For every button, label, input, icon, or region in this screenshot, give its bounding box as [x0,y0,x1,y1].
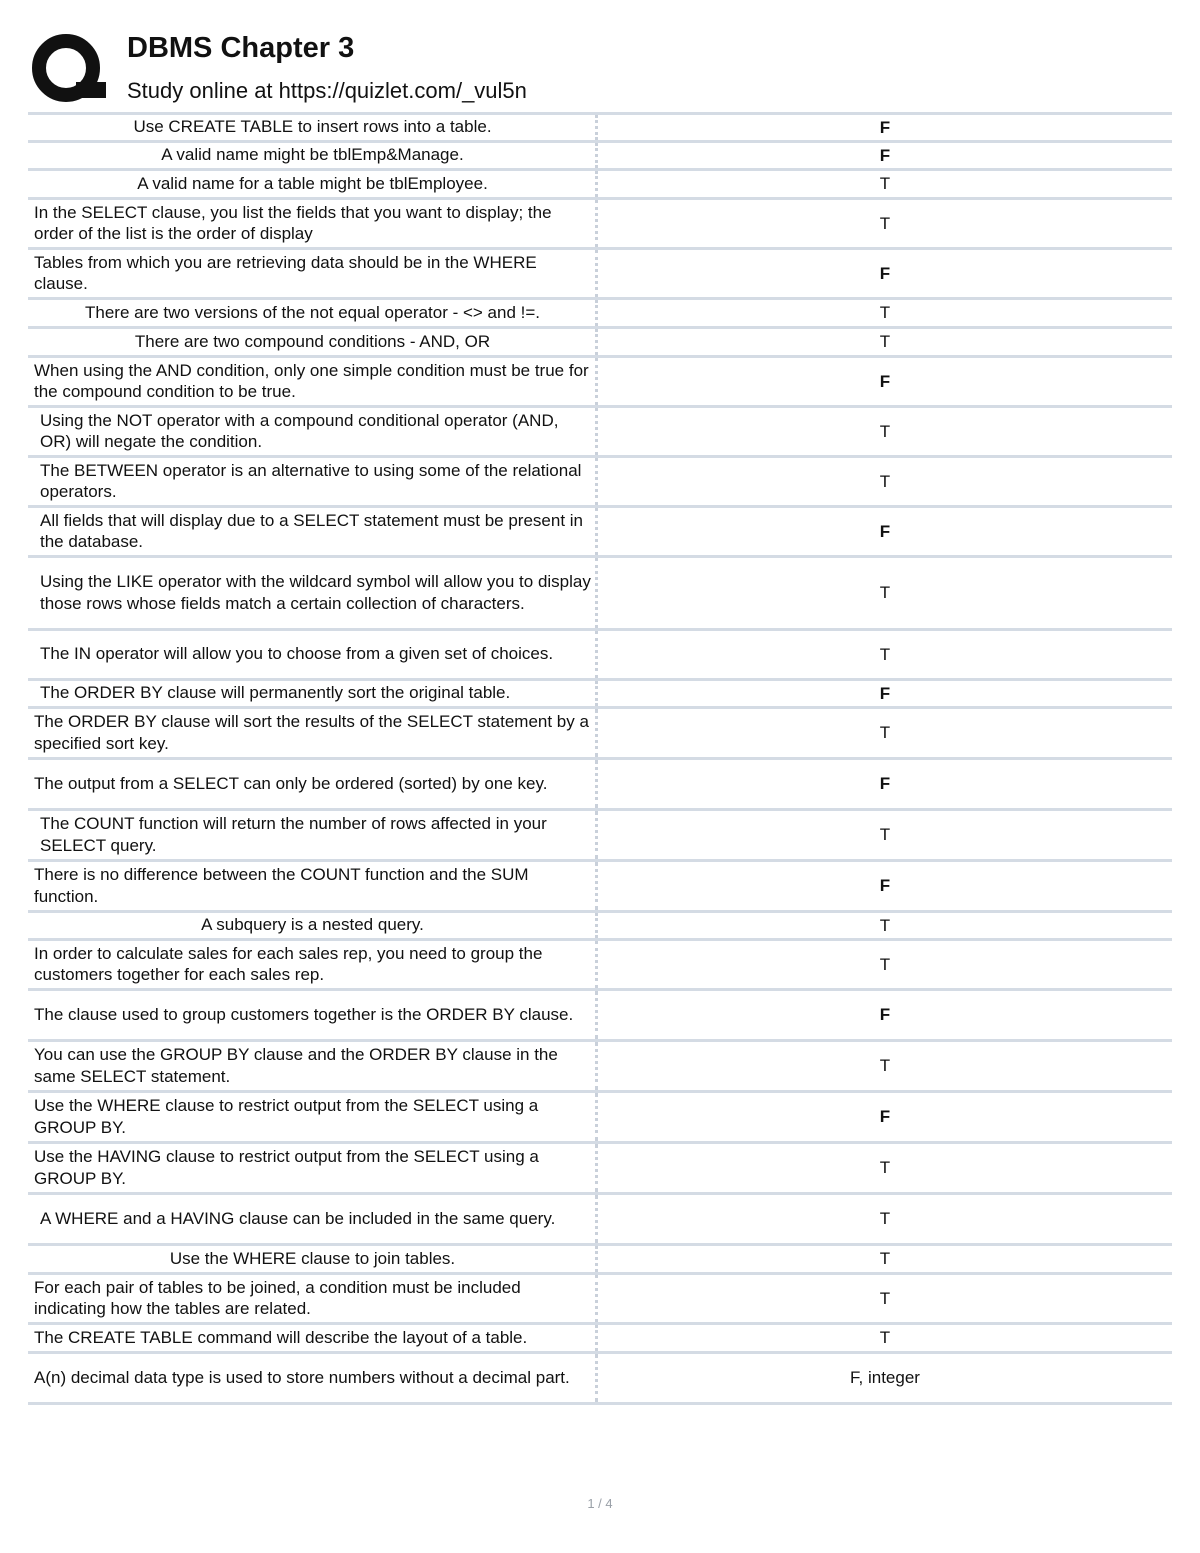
card-term-text: The ORDER BY clause will sort the results of the SELECT statement by a specified sort key. [34,712,589,753]
card-row [28,631,1172,681]
card-term-text: The ORDER BY clause will permanently sort the original table. [40,683,511,703]
card-term [28,1093,598,1141]
card-term-text: The CREATE TABLE command will describe the layout of a table. [34,1327,528,1347]
card-definition [598,991,1172,1039]
card-definition [598,115,1172,140]
card-definition-text: T [879,1056,891,1076]
card-row [28,709,1172,760]
card-row [28,811,1172,862]
card-term-text: In order to calculate sales for each sales rep, you need to group the customers together for each sales rep. [34,943,543,984]
card-row [28,913,1172,941]
card-row [28,329,1172,358]
card-term-text: Use the WHERE clause to restrict output from the SELECT using a GROUP BY. [34,1096,539,1137]
card-term [28,329,598,355]
card-row [28,862,1172,913]
card-definition [598,200,1172,247]
card-row [28,1246,1172,1275]
card-term [28,631,598,678]
card-term [28,358,598,405]
card-term [28,681,598,706]
card-term-text: You can use the GROUP BY clause and the ORDER BY clause in the same SELECT statement. [34,1045,558,1086]
card-definition [598,508,1172,555]
card-term [28,1144,598,1192]
card-definition [598,1275,1172,1322]
card-row [28,991,1172,1042]
card-term-text: For each pair of tables to be joined, a condition must be included indicating how the tables are related. [34,1277,521,1318]
card-definition [598,1093,1172,1141]
card-term-text: The output from a SELECT can only be ordered (sorted) by one key. [34,773,548,793]
card-term [28,991,598,1039]
card-term-text: The COUNT function will return the number of rows affected in your SELECT query. [40,814,547,855]
card-definition [598,143,1172,168]
card-definition-text: F [879,1107,891,1127]
card-row [28,115,1172,143]
card-definition-text: T [879,332,891,352]
card-definition [598,250,1172,297]
card-term [28,143,598,168]
card-definition-text: T [879,471,891,491]
card-definition-text: F [879,774,891,794]
card-definition-text: T [879,583,891,603]
card-term [28,1195,598,1243]
card-definition [598,329,1172,355]
card-definition-text: F [879,117,891,137]
card-term [28,1354,598,1402]
study-link[interactable]: Study online at https://quizlet.com/_vul5n [127,78,527,103]
card-definition [598,1144,1172,1192]
card-term-text: A valid name for a table might be tblEmployee. [137,173,488,193]
card-definition-text: T [879,1209,891,1229]
card-row [28,250,1172,300]
card-row [28,1093,1172,1144]
card-row [28,408,1172,458]
card-term-text: Using the NOT operator with a compound conditional operator (AND, OR) will negate the condition. [40,410,559,451]
page-number: 1 / 4 [587,1496,613,1511]
card-row [28,1325,1172,1354]
card-term [28,913,598,938]
card-row [28,143,1172,171]
card-definition-text: F [879,521,891,541]
card-term-text: A WHERE and a HAVING clause can be included in the same query. [40,1208,556,1228]
card-term [28,1042,598,1090]
card-term-text: A valid name might be tblEmp&Manage. [161,145,464,165]
card-term [28,760,598,808]
card-term-text: There are two versions of the not equal operator - <> and !=. [84,302,541,322]
card-definition-text: F, integer [850,1368,920,1388]
card-definition [598,709,1172,757]
card-definition [598,760,1172,808]
card-row [28,200,1172,250]
card-term [28,300,598,326]
card-definition-text: F [879,371,891,391]
card-term [28,458,598,505]
card-definition [598,941,1172,988]
card-term [28,1275,598,1322]
card-definition [598,913,1172,938]
card-row [28,941,1172,991]
card-definition [598,1325,1172,1351]
card-term-text: A subquery is a nested query. [201,915,424,935]
card-definition-text: T [879,1249,891,1269]
card-definition [598,681,1172,706]
card-row [28,760,1172,811]
card-definition [598,1246,1172,1272]
card-definition-text: F [879,876,891,896]
card-term-text: Using the LIKE operator with the wildcard symbol will allow you to display those rows whose fields match a certain collection of characters. [40,572,591,613]
card-row [28,558,1172,631]
card-definition [598,171,1172,197]
card-term-text: There is no difference between the COUNT function and the SUM function. [34,865,529,906]
card-definition-text: T [879,174,891,194]
card-row [28,508,1172,558]
card-term-text: There are two compound conditions - AND, OR [134,331,491,351]
card-definition-text: T [879,1158,891,1178]
card-term [28,1325,598,1351]
card-term [28,709,598,757]
card-definition-text: F [879,1005,891,1025]
card-definition-text: F [879,145,891,165]
card-row [28,1195,1172,1246]
card-definition-text: T [879,213,891,233]
card-row [28,300,1172,329]
card-definition-text: F [879,683,891,703]
card-definition [598,300,1172,326]
card-definition [598,558,1172,628]
card-definition [598,358,1172,405]
card-term-text: All fields that will display due to a SELECT statement must be present in the database. [40,510,584,551]
card-definition-text: T [879,1328,891,1348]
card-definition [598,862,1172,910]
card-definition [598,1195,1172,1243]
flashcard-table [28,112,1172,1405]
card-row [28,171,1172,200]
card-term-text: The IN operator will allow you to choose from a given set of choices. [40,644,554,664]
card-definition-text: T [879,954,891,974]
card-term [28,200,598,247]
card-row [28,1275,1172,1325]
card-definition-text: T [879,825,891,845]
card-term [28,171,598,197]
card-term-text: Use the WHERE clause to join tables. [169,1248,456,1268]
quizlet-logo-icon [30,30,110,110]
card-term-text: In the SELECT clause, you list the fields that you want to display; the order of the list is the order of display [34,202,552,243]
card-definition [598,1042,1172,1090]
card-term-text: Tables from which you are retrieving data should be in the WHERE clause. [34,252,537,293]
card-term [28,811,598,859]
card-row [28,1042,1172,1093]
card-definition [598,631,1172,678]
card-term [28,408,598,455]
card-definition-text: T [879,723,891,743]
card-term [28,250,598,297]
card-definition-text: T [879,1288,891,1308]
card-definition [598,1354,1172,1402]
card-definition [598,458,1172,505]
card-term-text: Use the HAVING clause to restrict output from the SELECT using a GROUP BY. [34,1147,539,1188]
card-term [28,862,598,910]
card-term [28,1246,598,1272]
page-title: DBMS Chapter 3 [127,32,355,64]
page-header [30,30,1170,112]
card-row [28,1144,1172,1195]
card-term-text: When using the AND condition, only one simple condition must be true for the compound condition to be true. [34,360,589,401]
card-term [28,508,598,555]
card-definition [598,811,1172,859]
card-row [28,1354,1172,1405]
card-definition [598,408,1172,455]
card-row [28,681,1172,709]
card-definition-text: T [879,421,891,441]
card-term-text: The BETWEEN operator is an alternative to using some of the relational operators. [40,460,582,501]
card-term [28,941,598,988]
card-row [28,458,1172,508]
card-definition-text: T [879,303,891,323]
card-term-text: A(n) decimal data type is used to store numbers without a decimal part. [34,1367,570,1387]
card-definition-text: F [879,263,891,283]
card-term [28,115,598,140]
card-term-text: The clause used to group customers together is the ORDER BY clause. [34,1004,574,1024]
card-term [28,558,598,628]
card-term-text: Use CREATE TABLE to insert rows into a table. [133,117,492,137]
card-definition-text: T [879,915,891,935]
card-row [28,358,1172,408]
card-definition-text: T [879,644,891,664]
